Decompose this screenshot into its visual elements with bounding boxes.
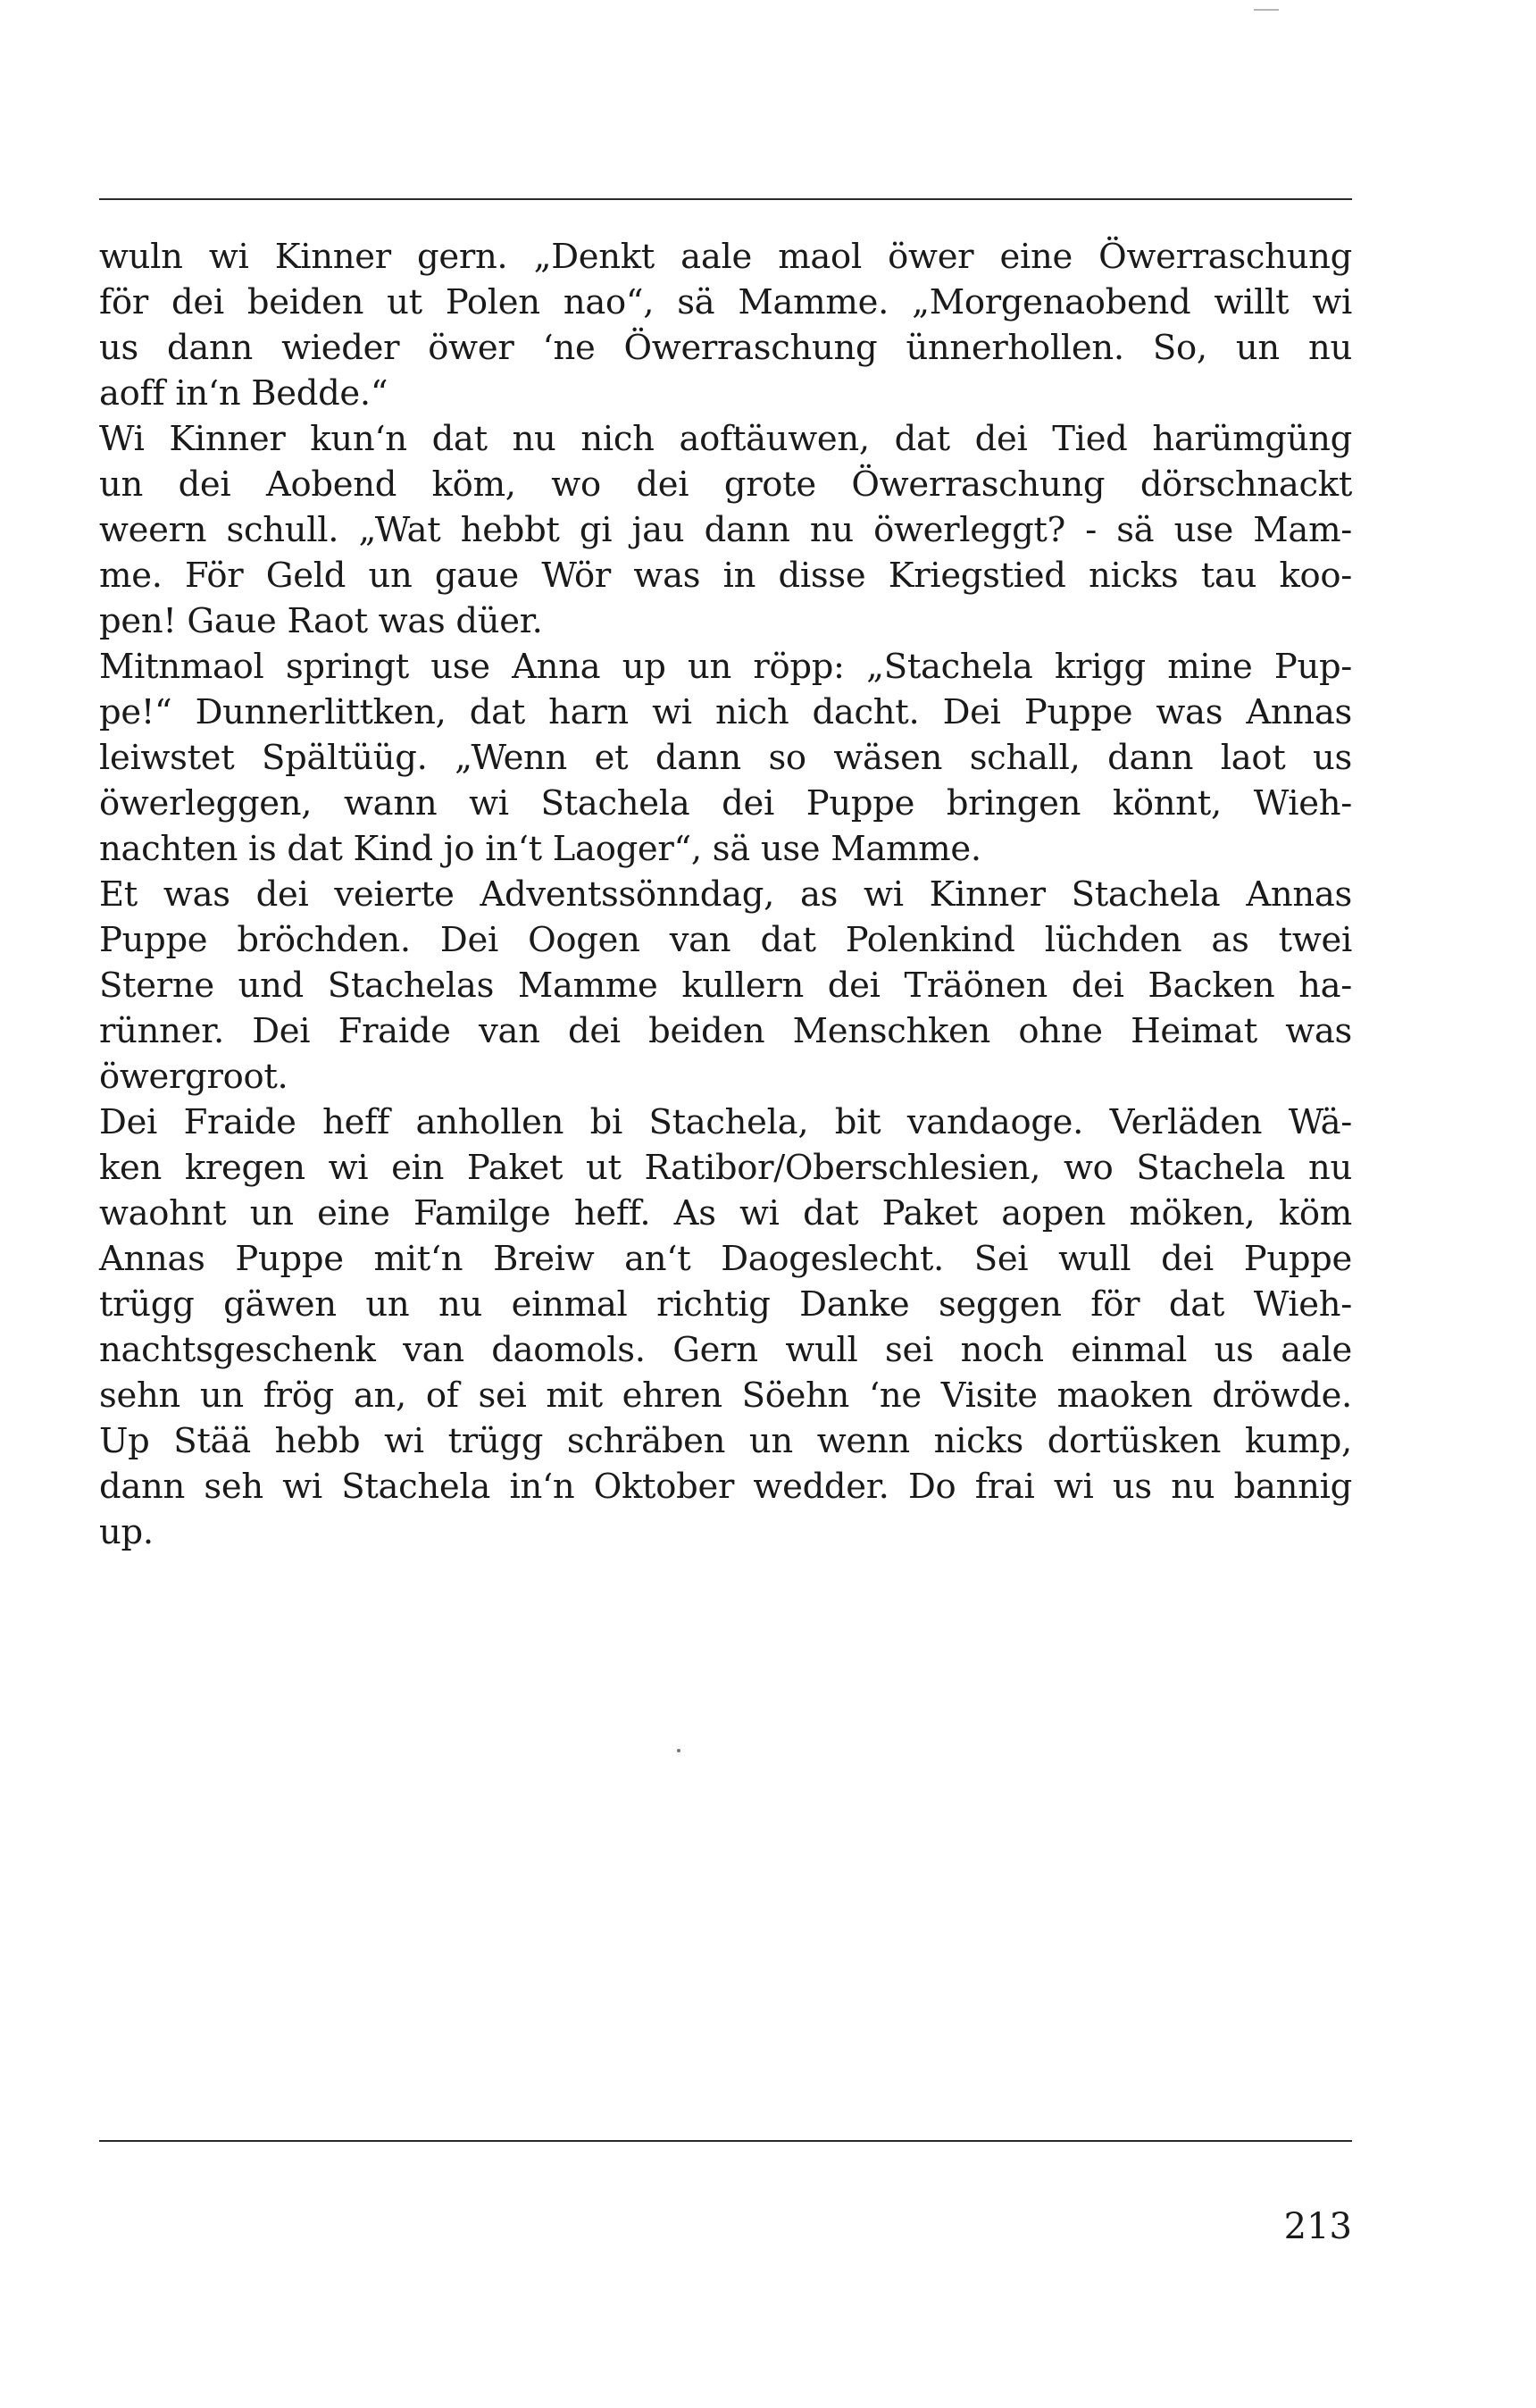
text-line: weern schull. „Wat hebbt gi jau dann nu öwerleggt? - sä use Mam- (99, 510, 1352, 550)
text-line: up. (99, 1512, 154, 1552)
print-speck (677, 1749, 680, 1752)
text-line: Mitnmaol springt use Anna up un röpp: „Stachela krigg mine Pup- (99, 647, 1352, 687)
text-line: sehn un frög an, of sei mit ehren Söehn ‘ne Visite maoken dröwde. (99, 1375, 1352, 1416)
text-line: dann seh wi Stachela in‘n Oktober wedder. Do frai wi us nu bannig (99, 1467, 1352, 1507)
text-line: aoff in‘n Bedde.“ (99, 373, 388, 414)
text-line: Puppe bröchden. Dei Oogen van dat Polenkind lüchden as twei (99, 920, 1352, 960)
text-line: un dei Aobend köm, wo dei grote Öwerraschung dörschnackt (99, 464, 1352, 505)
text-line: leiwstet Spältüüg. „Wenn et dann so wäsen schall, dann laot us (99, 738, 1352, 778)
text-line: nachten is dat Kind jo in‘t Laoger“, sä use Mamme. (99, 829, 981, 869)
text-line: ken kregen wi ein Paket ut Ratibor/Oberschlesien, wo Stachela nu (99, 1148, 1352, 1188)
text-line: Wi Kinner kun‘n dat nu nich aoftäuwen, dat dei Tied harümgüng (99, 419, 1352, 459)
text-line: pe!“ Dunnerlittken, dat harn wi nich dacht. Dei Puppe was Annas (99, 692, 1352, 732)
text-line: Dei Fraide heff anhollen bi Stachela, bit vandaoge. Verläden Wä- (99, 1102, 1352, 1142)
text-line: Sterne und Stachelas Mamme kullern dei Träönen dei Backen ha- (99, 966, 1352, 1006)
text-line: öwergroot. (99, 1057, 288, 1097)
text-line: Et was dei veierte Adventssönndag, as wi Kinner Stachela Annas (99, 874, 1352, 915)
text-line: me. För Geld un gaue Wör was in disse Kriegstied nicks tau koo- (99, 556, 1352, 596)
top-rule (99, 198, 1352, 200)
text-line: wuln wi Kinner gern. „Denkt aale maol öwer eine Öwerraschung (99, 237, 1352, 277)
body-text (99, 234, 1352, 1555)
text-line: nachtsgeschenk van daomols. Gern wull sei noch einmal us aale (99, 1330, 1352, 1370)
text-line: Annas Puppe mit‘n Breiw an‘t Daogeslecht. Sei wull dei Puppe (99, 1239, 1352, 1279)
text-line: rünner. Dei Fraide van dei beiden Menschken ohne Heimat was (99, 1011, 1352, 1051)
edge-mark (1254, 9, 1279, 11)
text-line: waohnt un eine Familge heff. As wi dat Paket aopen möken, köm (99, 1193, 1352, 1233)
text-line: Up Stää hebb wi trügg schräben un wenn nicks dortüsken kump, (99, 1421, 1352, 1461)
text-line: pen! Gaue Raot was düer. (99, 601, 543, 641)
text-line: öwerleggen, wann wi Stachela dei Puppe bringen könnt, Wieh- (99, 783, 1352, 824)
text-line: för dei beiden ut Polen nao“, sä Mamme. „Morgenaobend willt wi (99, 282, 1352, 322)
text-line: us dann wieder öwer ‘ne Öwerraschung ünnerhollen. So, un nu (99, 328, 1352, 368)
text-line: trügg gäwen un nu einmal richtig Danke seggen för dat Wieh- (99, 1284, 1352, 1325)
page-number: 213 (1283, 2206, 1352, 2247)
bottom-rule (99, 2140, 1352, 2142)
